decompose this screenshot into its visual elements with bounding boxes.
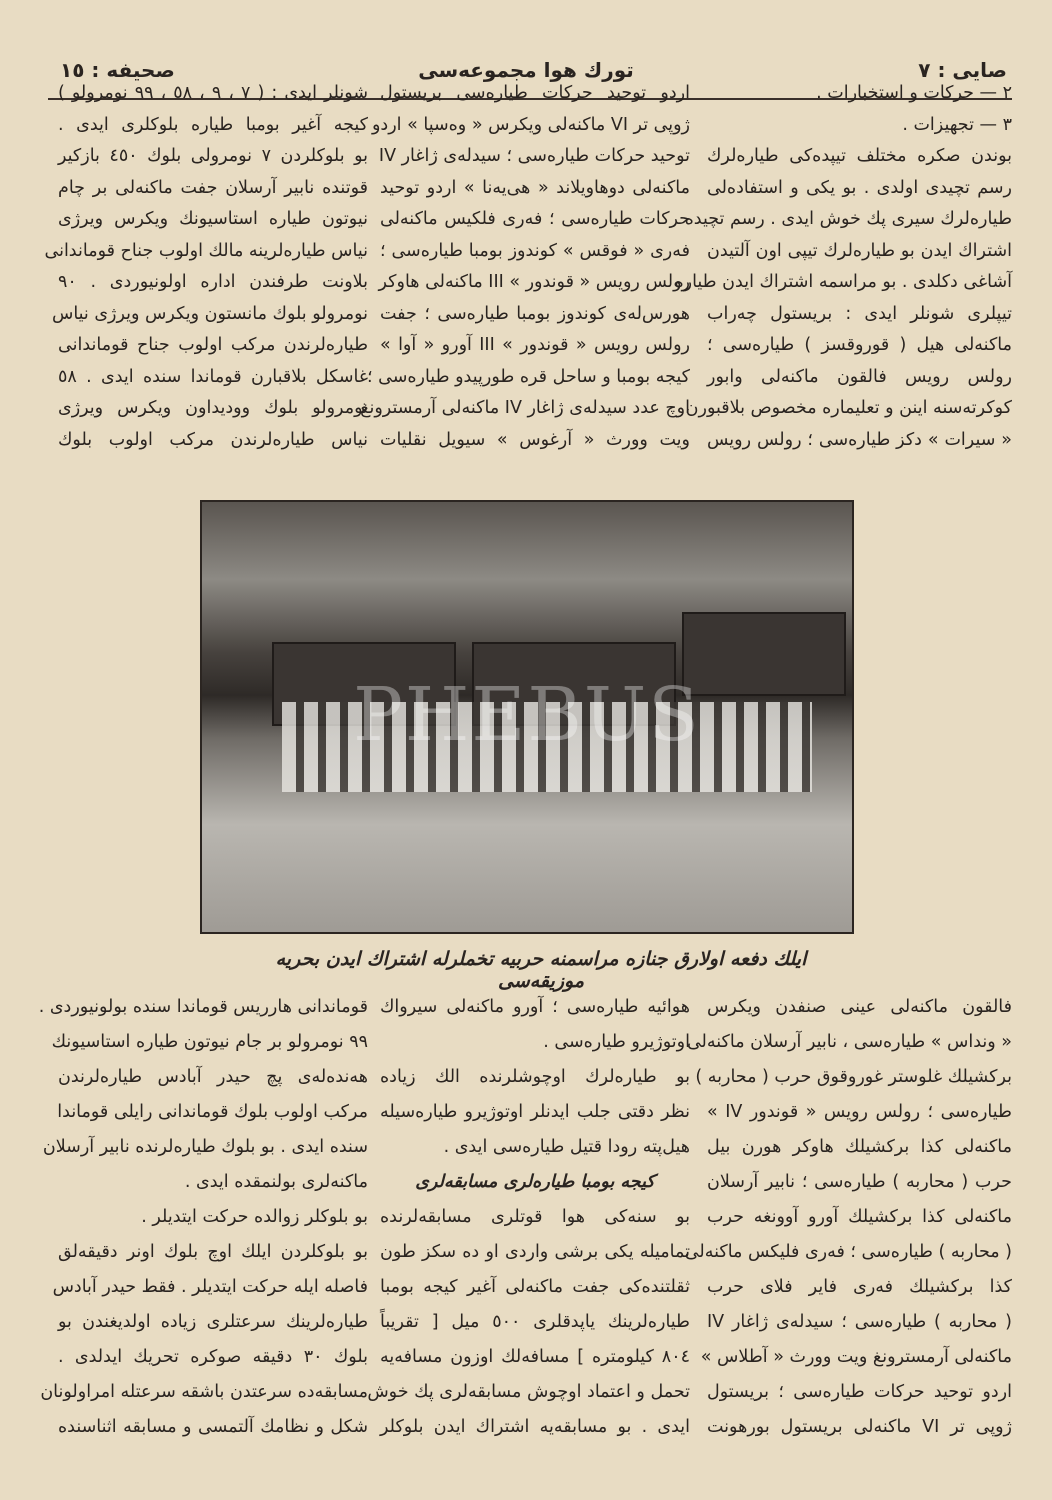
text-line: رسم تچيدى اولدى . بو يكى و استفاده‌لى xyxy=(707,177,1012,198)
text-line: ماكنه‌لى آرمسترونغ ويت وورث « آطلاس » xyxy=(700,1347,1012,1367)
text-line: نيوتون طياره استاسيونك ويكرس ويرژى xyxy=(58,209,368,229)
text-line: ٢ — حركات و استخبارات . xyxy=(816,83,1012,103)
text-line: ژوپى تر VI ماكنه‌لى بريستول بورهونت xyxy=(707,1417,1012,1437)
bottom-column-left xyxy=(38,990,368,1445)
text-line: نياس طياره‌لرندن مركب اولوب بلوك xyxy=(58,429,368,450)
text-line: طياره‌لرندن مركب اولوب جناح قوماندانى xyxy=(58,335,368,355)
text-line: هوائيه طياره‌سى ؛ آورو ماكنه‌لى سيرواك xyxy=(380,997,690,1017)
top-column-left xyxy=(44,78,369,456)
text-line: آشاغى دكلدى . بو مراسمه اشتراك ايدن طياره xyxy=(674,272,1012,292)
text-line: ثقلتنده‌كى جفت ماكنه‌لى آغير كيجه بومبا xyxy=(380,1277,690,1297)
text-line: ٣ — تجهيزات . xyxy=(902,114,1012,135)
text-line: كيجه آغير بومبا طياره بلوكلرى ايدى . xyxy=(58,114,368,135)
text-line: هورس‌له‌ى كوندوز بومبا طياره‌سى ؛ جفت xyxy=(380,303,690,324)
bottom-column-middle xyxy=(367,990,690,1445)
section-heading: كيجه بومبا طياره‌لرى مسابقه‌لرى xyxy=(415,1172,655,1192)
text-line: ( محاربه ) طياره‌سى ؛ فه‌رى فليكس ماكنه‌لى xyxy=(684,1242,1012,1262)
text-line: ٩٩ نومرولو بر جام نيوتون طياره استاسيونك xyxy=(51,1032,368,1052)
text-line: كذا بركشيلك فه‌رى فاير فلاى حرب xyxy=(707,1277,1012,1297)
text-line: طياره‌لرينك ياپدقلرى ٥٠٠ ميل [ تقريباً xyxy=(380,1312,690,1332)
text-line: ماكنه‌لى دوهاويلاند « هى‌يه‌نا » اردو توحيد xyxy=(380,177,690,198)
text-line: شونلر ايدى : ( ٧ ، ٩ ، ٥٨ ، ٩٩ نومرولو ) xyxy=(58,83,369,103)
text-line: اردو توحيد حركات طياره‌سى ؛ بريستول xyxy=(707,1382,1012,1402)
text-line: ماكنه‌لى كذا بركشيلك هاوكر هورن بيل xyxy=(707,1137,1012,1157)
text-line: ماكنه‌لرى بولنمقده ايدى . xyxy=(184,1172,368,1192)
text-line: شكل و نظامك آلتمسى و مسابقه اثناسنده xyxy=(58,1417,368,1437)
text-line: قوماندانى هارريس قوماندا سنده بولونيوردى . xyxy=(38,997,368,1017)
text-line: نظر دقتى جلب ايدنلر اوتوژيرو طياره‌سيله xyxy=(380,1102,690,1122)
text-line: رولس رويس فالقون ماكنه‌لى وابور xyxy=(707,366,1012,387)
text-line: بوندن صكره مختلف تيپده‌كى طياره‌لرك xyxy=(707,146,1012,166)
text-line: فاصله ايله حركت ايتديلر . فقط حيدر آبادس xyxy=(52,1277,368,1297)
text-line: طياره‌لرك سيرى پك خوش ايدى . رسم تچيده xyxy=(684,209,1012,229)
text-line: رولس رويس « قوندور » III آورو « آوا » xyxy=(380,335,690,355)
text-line: بو بلوكلر زوالده حركت ايتديلر . xyxy=(141,1207,368,1227)
text-line: بلاونت طرفندن اداره اولونيوردى . ٩٠ xyxy=(58,272,368,292)
text-line: اوتوژيرو طياره‌سى . xyxy=(543,1032,690,1052)
photo-caption: ايلك دفعه اولارق جنازه مراسمنه حربيه تخملرله اشتراك ايدن بحريه موزيقه‌سى xyxy=(275,948,807,992)
text-line: ٨٠٤ كيلومتره ] مسافه‌لك اوزون مسافه‌يه xyxy=(380,1347,690,1367)
text-line: تحمل و اعتماد اوچوش مسابقه‌لرى پك خوش xyxy=(367,1382,690,1402)
issue-number: صايى : ٧ xyxy=(918,58,1007,82)
text-line: « سيرات » دكز طياره‌سى ؛ رولس رويس xyxy=(707,429,1012,450)
text-line: بو سنه‌كى هوا قوتلرى مسابقه‌لرنده xyxy=(380,1207,690,1227)
text-line: سنده ايدى . بو بلوك طياره‌لرنده نابير آرسلان xyxy=(42,1137,368,1157)
text-line: ژوپى تر VI ماكنه‌لى ويكرس « وه‌سپا » اردو xyxy=(371,114,690,135)
text-line: كيجه بومبا و ساحل قره طورپيدو طياره‌سى ؛ xyxy=(366,366,690,387)
text-line: توحيد حركات طياره‌سى ؛ سيدله‌ى ژاغار IV xyxy=(378,146,690,166)
text-line: بلوك ٣٠ دقيقه صوكره تحريك ايدلدى . xyxy=(58,1347,368,1367)
text-line: فه‌رى « فوقس » كوندوز بومبا طياره‌سى ؛ xyxy=(380,240,690,261)
text-line: رولس رويس « قوندور » III ماكنه‌لى هاوكر xyxy=(378,272,690,292)
text-line: قوتنده نابير آرسلان جفت ماكنه‌لى بر چام xyxy=(58,177,368,198)
photograph-naval-band-procession xyxy=(200,500,854,934)
text-line: مركب اولوب بلوك قوماندانى رايلى قوماندا xyxy=(57,1102,368,1122)
text-line: حرب ( محاربه ) طياره‌سى ؛ نابير آرسلان xyxy=(707,1172,1012,1192)
text-line: بو بلوكلردن ايلك اوچ بلوك اونر دقيقه‌لق xyxy=(58,1242,368,1262)
text-line: ايدى . بو مسابقه‌يه اشتراك ايدن بلوكلر xyxy=(380,1417,690,1437)
text-line: نومرولو بلوك ووديداون ويكرس ويرژى xyxy=(58,398,368,418)
text-line: ماكنه‌لى هيل ( قوروقسز ) طياره‌سى ؛ xyxy=(707,335,1012,355)
text-line: مسابقه‌ده سرعتدن باشقه سرعتله امراولونان xyxy=(40,1382,368,1402)
text-line: اشتراك ايدن بو طياره‌لرك تيپى اون آلتيدن xyxy=(707,240,1012,261)
text-line: طياره‌سى ؛ رولس رويس « قوندور IV » xyxy=(707,1102,1012,1122)
text-line: تيپلرى شونلر ايدى : بريستول چه‌راب xyxy=(707,303,1012,324)
page-number: صحيفه : ١٥ xyxy=(60,58,175,82)
text-line: ويت وورث « آرغوس » سيويل نقليات xyxy=(380,429,690,450)
bottom-column-right xyxy=(684,990,1012,1445)
text-line: فالقون ماكنه‌لى عينى صنفدن ويكرس xyxy=(707,997,1012,1017)
text-line: تماميله يكى برشى واردى او ده سكز طون xyxy=(380,1242,690,1262)
text-line: اوچ عدد سيدله‌ى ژاغار IV ماكنه‌لى آرمسترونغ xyxy=(360,398,690,418)
text-line: نومرولو بلوك مانستون ويكرس ويرژى نياس xyxy=(51,303,368,324)
text-line: كوكرته‌سنه اينن و تعليماره مخصوص بلاقبورن xyxy=(685,398,1012,418)
text-line: بو طياره‌لرك اوچوشلرنده الك زياده xyxy=(380,1067,690,1087)
text-line: نياس طياره‌لرينه مالك اولوب جناح قوماندانى xyxy=(44,240,368,261)
text-line: غاسكل بلاقبارن قوماندا سنده ايدى . ٥٨ xyxy=(58,366,368,387)
text-line: بو بلوكلردن ٧ نومرولى بلوك ٤٥٠ بازكير xyxy=(58,146,368,166)
magazine-title: تورك هوا مجموعه‌سى xyxy=(418,58,634,82)
text-line: اردو توحيد حركات طياره‌سى بريستول xyxy=(380,83,690,103)
top-column-right xyxy=(674,78,1012,456)
text-line: طياره‌لرينك سرعتلرى زياده اولديغندن بو xyxy=(58,1312,368,1332)
text-line: ( محاربه ) طياره‌سى ؛ سيدله‌ى ژاغار IV xyxy=(707,1312,1012,1332)
text-line: « ونداس » طياره‌سى ، نابير آرسلان ماكنه‌لى xyxy=(686,1032,1012,1052)
text-line: هه‌نده‌له‌ى پچ حيدر آبادس طياره‌لرندن xyxy=(58,1067,368,1087)
watermark: PHEBUS xyxy=(353,672,701,758)
top-column-middle xyxy=(360,78,690,456)
text-line: ماكنه‌لى كذا بركشيلك آورو آوونغه حرب xyxy=(707,1207,1012,1227)
text-line: حركات طياره‌سى ؛ فه‌رى فلكيس ماكنه‌لى xyxy=(380,209,690,229)
text-line: بركشيلك غلوستر غوروقوق حرب ( محاربه ) xyxy=(695,1067,1012,1087)
text-line: هيل‌پته رودا قتيل طياره‌سى ايدى . xyxy=(443,1137,690,1157)
